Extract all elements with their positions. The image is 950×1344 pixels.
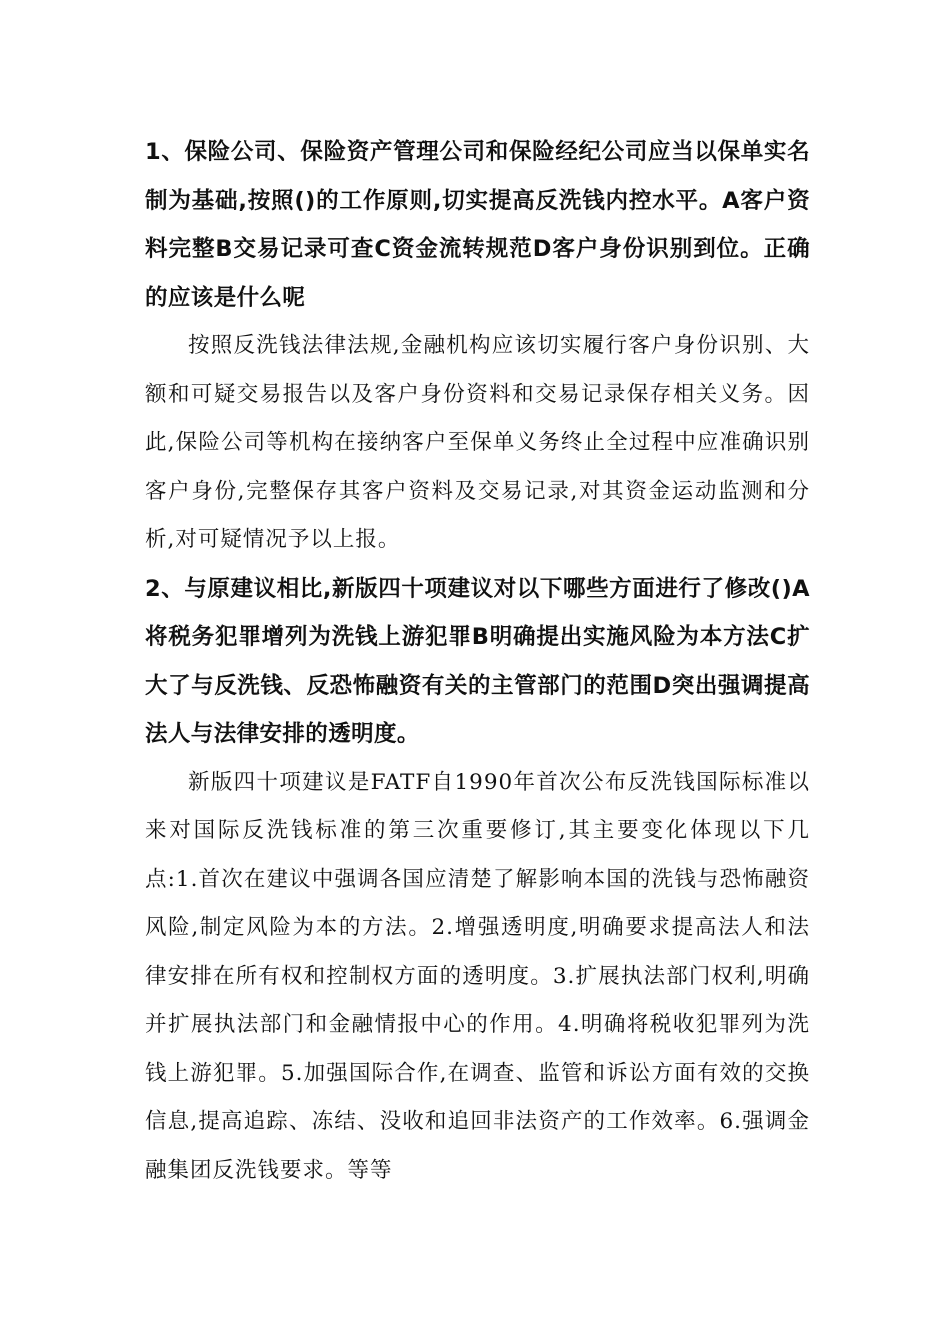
question-2-text: 2、与原建议相比,新版四十项建议对以下哪些方面进行了修改()A将税务犯罪增列为洗钱上游犯罪B明确提出实施风险为本方法C扩大了与反洗钱、反恐怖融资有关的主管部门的范围D突出强调提高法人与法律安排的透明度。	[145, 575, 810, 747]
answer-1-text: 按照反洗钱法律法规,金融机构应该切实履行客户身份识别、大额和可疑交易报告以及客户身份资料和交易记录保存相关义务。因此,保险公司等机构在接纳客户至保单义务终止全过程中应准确识别客户身份,完整保存其客户资料及交易记录,对其资金运动监测和分析,对可疑情况予以上报。	[145, 333, 810, 552]
question-1-text: 1、保险公司、保险资产管理公司和保险经纪公司应当以保单实名制为基础,按照()的工作原则,切实提高反洗钱内控水平。A客户资料完整B交易记录可查C资金流转规范D客户身份识别到位。正确的应该是什么呢	[145, 139, 810, 311]
document-body	[145, 128, 810, 1195]
answer-2-text: 新版四十项建议是FATF自1990年首次公布反洗钱国际标准以来对国际反洗钱标准的第三次重要修订,其主要变化体现以下几点:1.首次在建议中强调各国应清楚了解影响本国的洗钱与恐怖融资风险,制定风险为本的方法。2.增强透明度,明确要求提高法人和法律安排在所有权和控制权方面的透明度。3.扩展执法部门权利,明确并扩展执法部门和金融情报中心的作用。4.明确将税收犯罪列为洗钱上游犯罪。5.加强国际合作,在调查、监管和诉讼方面有效的交换信息,提高追踪、冻结、没收和追回非法资产的工作效率。6.强调金融集团反洗钱要求。等等	[145, 769, 810, 1183]
